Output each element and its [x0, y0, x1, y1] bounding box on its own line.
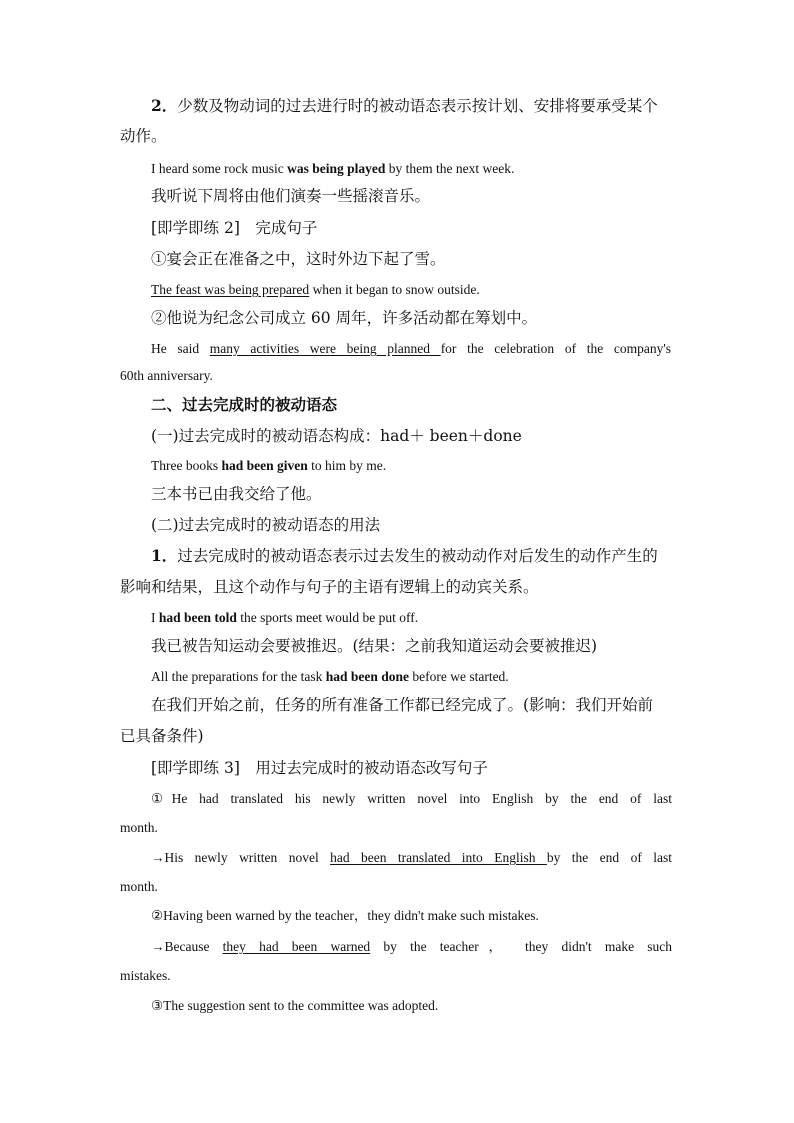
practice-3-q1-line-1: ①He had translated his newly written novel into English by the end of last	[151, 791, 672, 806]
practice-3-q2: ②Having been warned by the teacher，they didn't make such mistakes.	[151, 908, 539, 923]
rule-2-line-2: 动作。	[120, 127, 167, 145]
practice-2-heading: [即学即练 2] 完成句子	[151, 219, 318, 237]
practice-2-q1: ①宴会正在准备之中，这时外边下起了雪。	[151, 250, 446, 268]
example-translation: 我听说下周将由他们演奏一些摇滚音乐。	[151, 187, 431, 205]
formation-example: Three books had been given to him by me.	[151, 458, 387, 473]
practice-2-a2-line-2: 60th anniversary.	[120, 368, 213, 383]
formation-translation: 三本书已由我交给了他。	[151, 485, 322, 503]
practice-3-q3: ③The suggestion sent to the committee was adopted.	[151, 998, 439, 1013]
rule-1-line-1: 1．过去完成时的被动语态表示过去发生的被动动作对后发生的动作产生的	[151, 546, 658, 565]
practice-3-heading: [即学即练 3] 用过去完成时的被动语态改写句子	[151, 759, 488, 777]
section-2-formation: (一)过去完成时的被动语态构成：had＋ been＋done	[151, 427, 522, 445]
usage-example-2-translation-line-1: 在我们开始之前，任务的所有准备工作都已经完成了。(影响：我们开始前	[151, 696, 654, 714]
usage-example-2-translation-line-2: 已具备条件)	[120, 727, 204, 745]
practice-3-q1-line-2: month.	[120, 820, 158, 835]
practice-2-a1: The feast was being prepared when it began to snow outside.	[151, 282, 480, 297]
practice-2-a2-line-1: He said many activities were being planned for the celebration of the company's	[151, 341, 672, 356]
practice-3-a2-line-1: →Because they had been warned by the teacher， they didn't make such	[151, 939, 672, 954]
usage-heading: (二)过去完成时的被动语态的用法	[151, 516, 381, 534]
practice-3-a1-line-2: month.	[120, 879, 158, 894]
practice-3-a1-line-1: →His newly written novel had been translated into English by the end of last	[151, 850, 672, 865]
usage-example-2: All the preparations for the task had been done before we started.	[151, 669, 509, 684]
practice-2-q2: ②他说为纪念公司成立 60 周年，许多活动都在筹划中。	[151, 309, 538, 327]
usage-example-1: I had been told the sports meet would be put off.	[151, 610, 419, 625]
rule-1-line-2: 影响和结果，且这个动作与句子的主语有逻辑上的动宾关系。	[120, 578, 539, 596]
section-2-heading: 二、过去完成时的被动语态	[151, 395, 338, 414]
example-sentence: I heard some rock music was being played by them the next week.	[151, 161, 515, 176]
rule-2-line-1: 2．少数及物动词的过去进行时的被动语态表示按计划、安排将要承受某个	[151, 96, 658, 115]
usage-example-1-translation: 我已被告知运动会要被推迟。(结果：之前我知道运动会要被推迟)	[151, 637, 598, 655]
practice-3-a2-line-2: mistakes.	[120, 968, 171, 983]
